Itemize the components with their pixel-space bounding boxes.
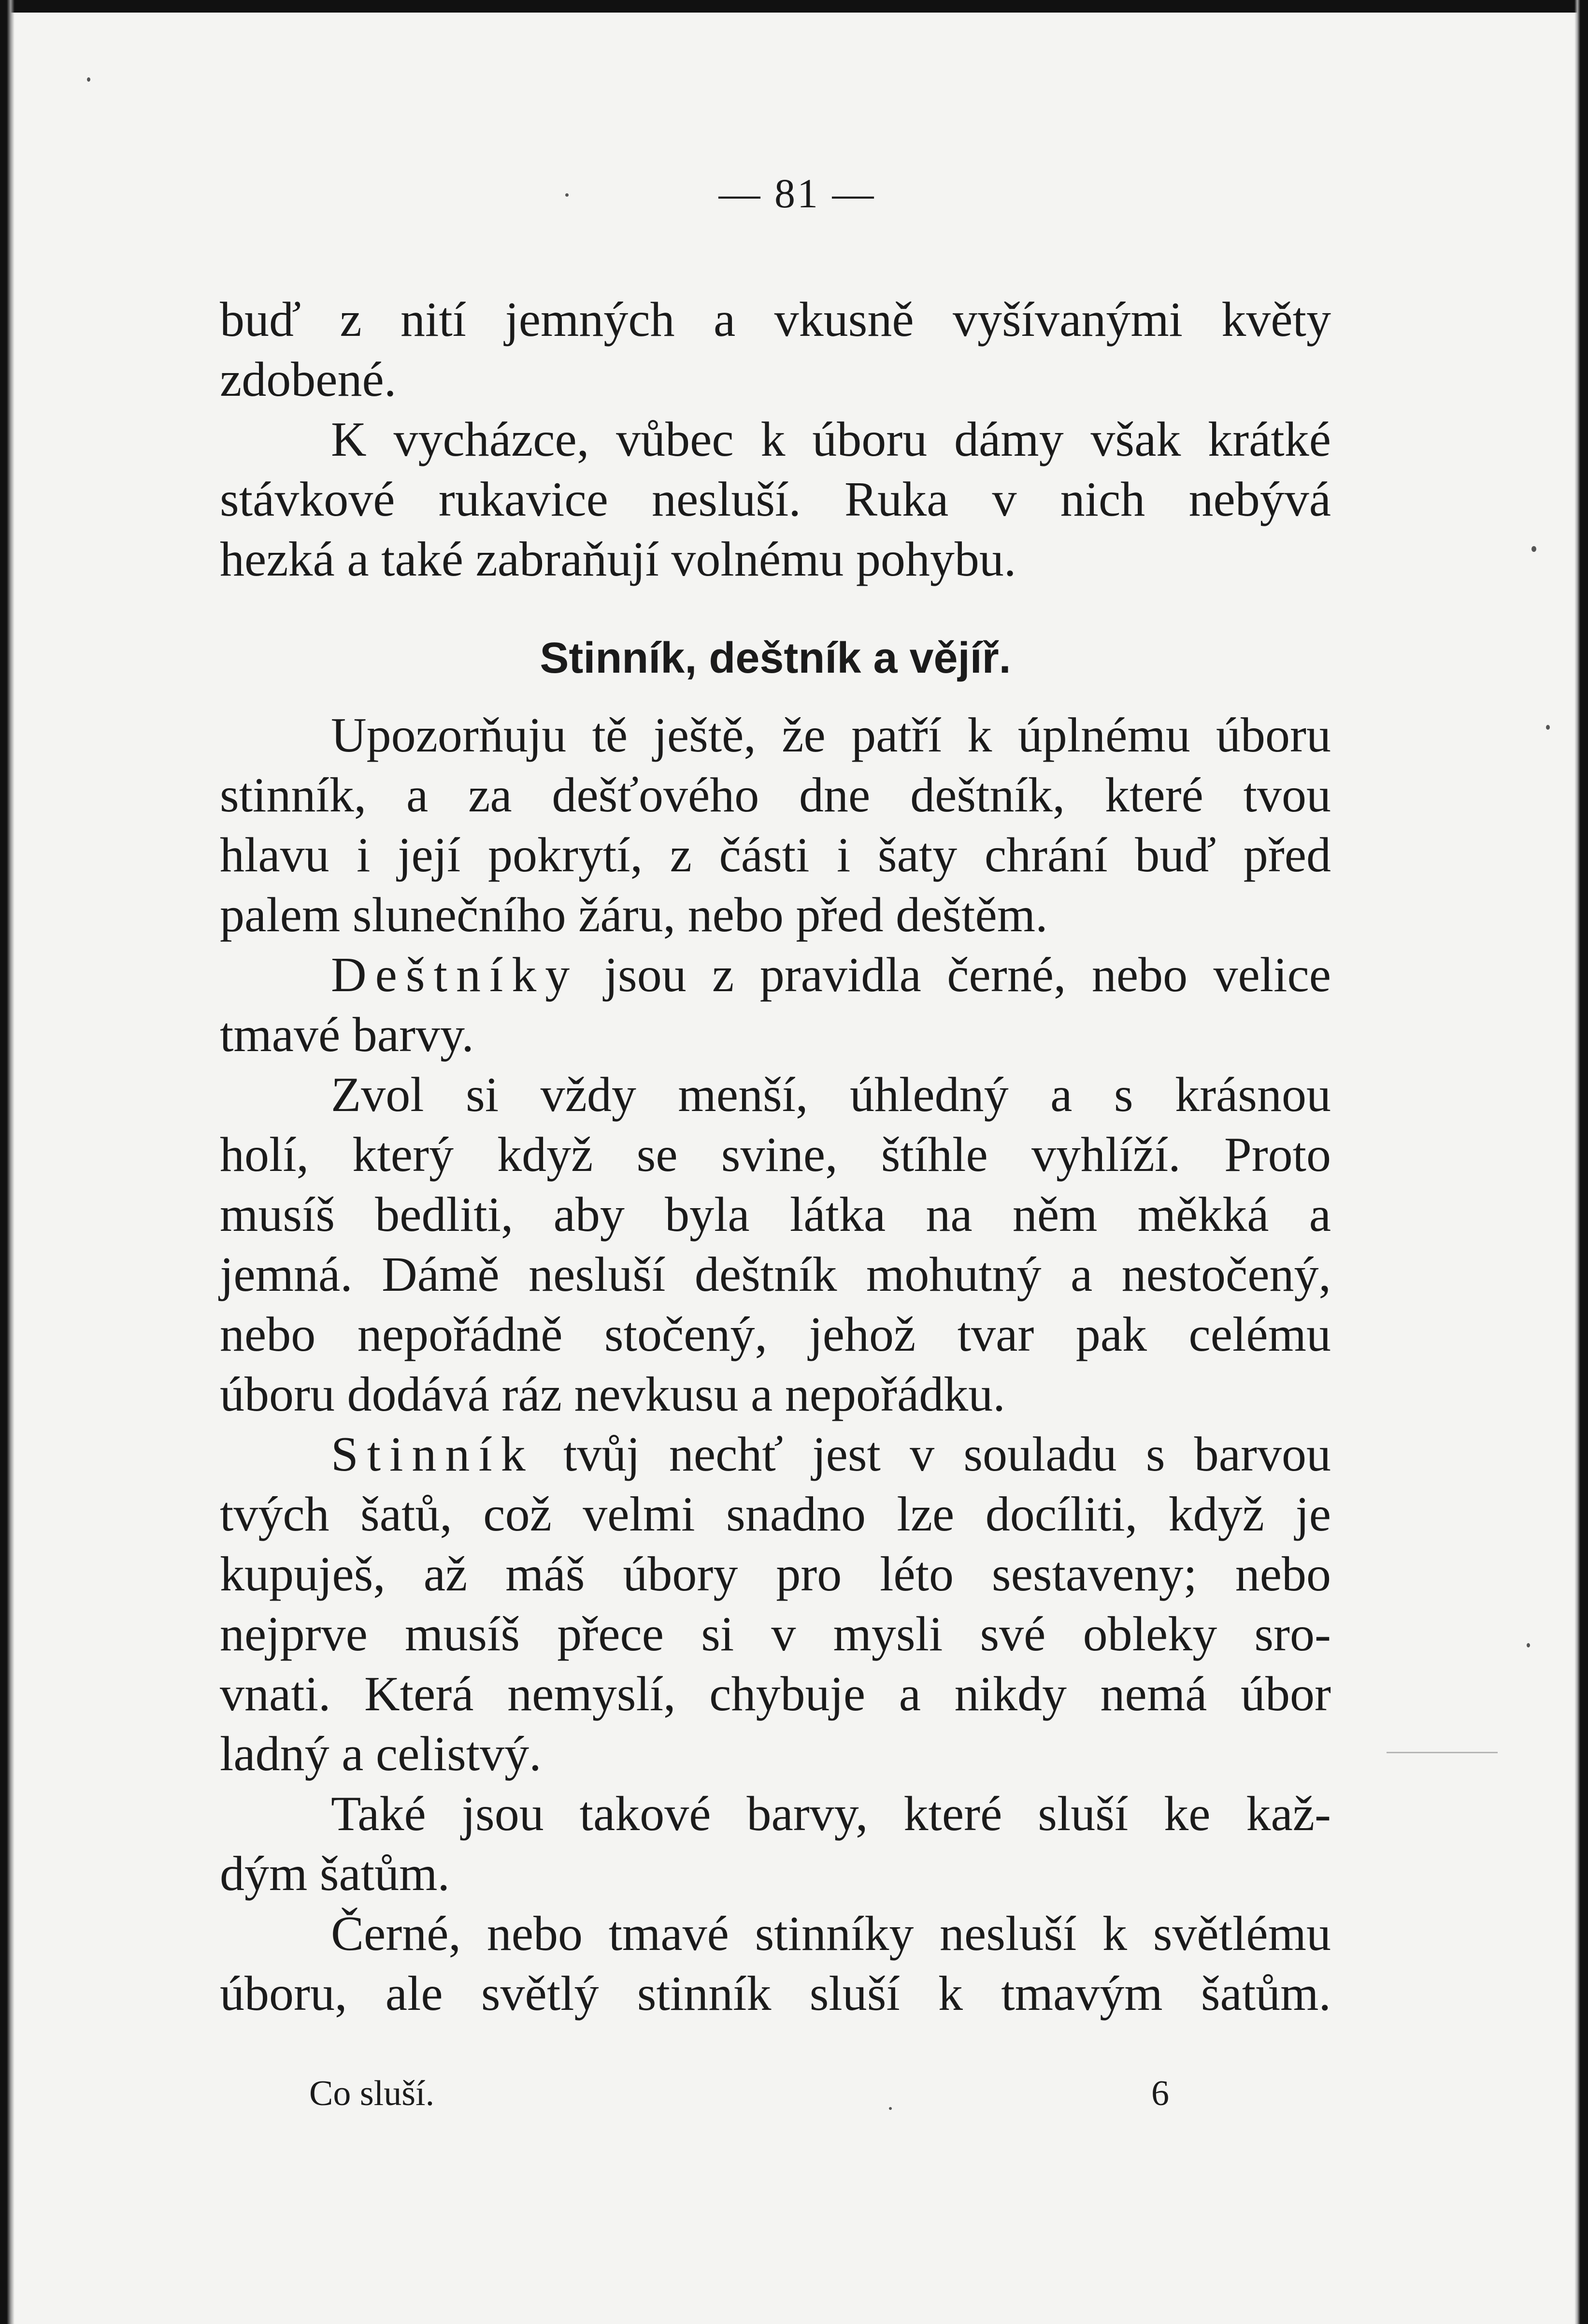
- text-line: ladný a celistvý.: [220, 1727, 542, 1781]
- scan-edge-left: [0, 0, 14, 2324]
- text-line: holí, který když se svine, štíhle vyhlíží. Proto: [220, 1127, 1331, 1182]
- text-line: úboru, ale světlý stinník sluší k tmavým šatům.: [220, 1966, 1331, 2021]
- text-line: Černé, nebo tmavé stinníky nesluší k světlému: [331, 1906, 1331, 1961]
- text-line: palem slunečního žáru, nebo před deštěm.: [220, 888, 1048, 942]
- signature-mark: Co sluší.: [309, 2074, 435, 2113]
- scan-speck: [565, 193, 569, 197]
- page-number: — 81 —: [718, 170, 876, 217]
- text-line: stinník, a za dešťového dne deštník, které tvou: [220, 768, 1331, 823]
- text-line: buď z nití jemných a vkusně vyšívanými květy: [220, 292, 1331, 347]
- text-line: K vycházce, vůbec k úboru dámy však krátké: [331, 412, 1331, 467]
- text-line: vnati. Která nemyslí, chybuje a nikdy nemá úbor: [220, 1667, 1331, 1721]
- scan-speck: [87, 77, 90, 82]
- scan-speck: [1531, 546, 1536, 552]
- text-line: Také jsou takové barvy, které sluší ke kaž-: [331, 1787, 1331, 1841]
- emphasized-term: Stinník: [331, 1427, 534, 1482]
- body-text: [220, 290, 1331, 2024]
- text-line: tmavé barvy.: [220, 1008, 474, 1062]
- text-line: Upozorňuju tě ještě, že patří k úplnému úboru: [331, 708, 1331, 763]
- text-line: jemná. Dámě nesluší deštník mohutný a nestočený,: [220, 1247, 1331, 1302]
- scan-speck: [1527, 1643, 1530, 1647]
- text-line: tvých šatů, což velmi snadno lze docíliti, když je: [220, 1487, 1331, 1542]
- text-run: jsou z pravidla černé, nebo velice: [604, 948, 1331, 1002]
- margin-rule: [1387, 1752, 1498, 1753]
- page-footer: [300, 2073, 1169, 2131]
- text-line: hlavu i její pokrytí, z části i šaty chrání buď před: [220, 828, 1331, 882]
- sheet-number: 6: [1151, 2074, 1169, 2113]
- text-line: kupuješ, až máš úbory pro léto sestaveny; nebo: [220, 1547, 1331, 1602]
- text-line: hezká a také zabraňují volnému pohybu.: [220, 532, 1016, 587]
- scan-speck: [1546, 725, 1550, 730]
- text-line: stávkové rukavice nesluší. Ruka v nich nebývá: [220, 472, 1331, 527]
- text-run: tvůj nechť jest v souladu s barvou: [563, 1427, 1331, 1482]
- text-line: Zvol si vždy menší, úhledný a s krásnou: [331, 1068, 1331, 1122]
- scan-speck: [889, 2107, 892, 2110]
- text-line: zdobené.: [220, 352, 397, 407]
- scan-edge-right: [1574, 0, 1588, 2324]
- section-heading: Stinník, deštník a vějíř.: [540, 634, 1011, 682]
- text-line: [220, 945, 1331, 1005]
- text-line: úboru dodává ráz nevkusu a nepořádku.: [220, 1367, 1005, 1422]
- text-line: [220, 1425, 1331, 1485]
- text-line: nebo nepořádně stočený, jehož tvar pak celému: [220, 1307, 1331, 1362]
- text-line: musíš bedliti, aby byla látka na něm měkká a: [220, 1187, 1331, 1242]
- emphasized-term: Deštníky: [331, 948, 579, 1002]
- text-line: dým šatům.: [220, 1847, 450, 1901]
- scan-edge-top: [0, 0, 1588, 13]
- text-line: nejprve musíš přece si v mysli své obleky sro-: [220, 1607, 1331, 1661]
